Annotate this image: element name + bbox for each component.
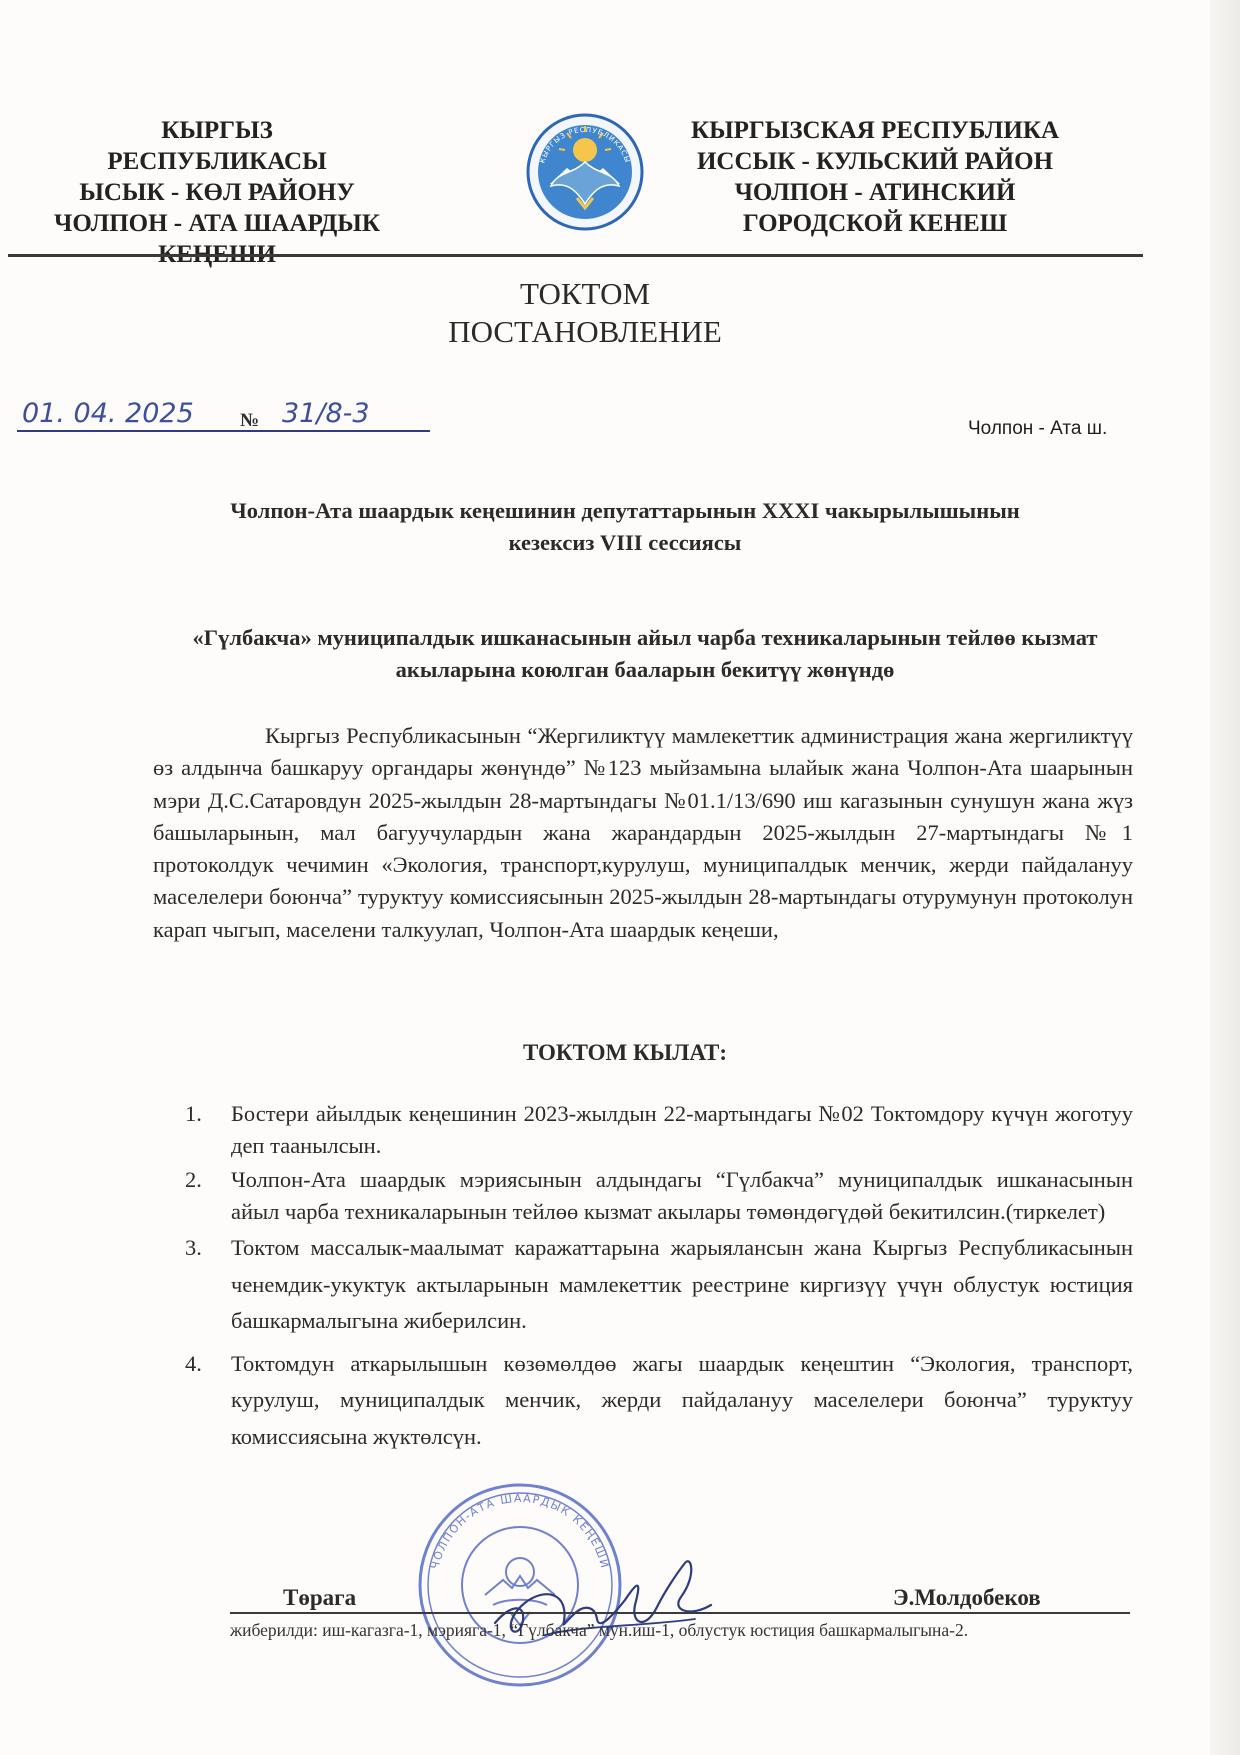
item-number: 2. bbox=[185, 1167, 202, 1192]
header-left-line-1: КЫРГЫЗ РЕСПУБЛИКАСЫ bbox=[107, 117, 327, 175]
item-text: Токтом массалык-маалымат каражаттарына жарыялансын жана Кыргыз Республикасынын ченемдик-укуктук актыларынын мамлекеттик реестрине киргизүү үчүн облустук юстиция башкармалыгына жиберилсин. bbox=[231, 1235, 1133, 1333]
header-russian-block bbox=[690, 115, 1060, 239]
item-number: 3. bbox=[185, 1235, 202, 1260]
header-kyrgyz-block bbox=[52, 115, 382, 270]
handwritten-date: 01. 04. 2025 bbox=[22, 398, 194, 429]
header-right-line-1: КЫРГЫЗСКАЯ РЕСПУБЛИКА bbox=[690, 117, 1060, 144]
list-item bbox=[185, 1230, 1133, 1340]
item-number: 4. bbox=[185, 1350, 202, 1376]
decree-subject: «Гүлбакча» муниципалдык ишканасынын айыл чарба техникаларынын тейлөө кызмат акыларына коюлган бааларын бекитүү жөнүндө bbox=[192, 625, 1098, 682]
header-divider bbox=[8, 254, 1143, 257]
list-item bbox=[185, 1098, 1133, 1161]
header-right-line-4: ГОРОДСКОЙ КЕНЕШ bbox=[742, 210, 1008, 237]
item-text: Токтомдун аткарылышын көзөмөлдөө жагы шаардык кеңештин “Экология, транспорт, курулуш, муниципалдык менчик, жерди пайдалануу маселелери боюнча” туруктуу комиссиясына жүктөлсүн. bbox=[231, 1350, 1133, 1449]
preamble-paragraph: Кыргыз Республикасынын “Жергиликтүү мамлекеттик администрация жана жергиликтүү өз алдынча башкаруу органдары жөнүндө” №123 мыйзамына ылайык жана Чолпон-Ата шаарынын мэри Д.С.Сатаровдун 2025-жылдын 28-мартындагы №01.1/13/690 иш кагазынын сунушун жана жүз башыларынын, мал багуучулардын жана жарандардын 2025-жылдын 27-мартындагы №1 протоколдук чечимин «Экология, транспорт,курулуш, муниципалдык менчик, жерди пайдалануу маселелери боюнча” туруктуу комиссиясынын 2025-жылдын 28-мартындагы отурумунун протоколун карап чыгып, маселени талкуулап, Чолпон-Ата шаардык кеңеши, bbox=[153, 723, 1133, 942]
item-number: 1. bbox=[185, 1101, 202, 1126]
number-sign: № bbox=[240, 410, 260, 431]
seal-text: ЧОЛПОН-АТА ШААРДЫК КЕҢЕШИ bbox=[428, 1491, 612, 1571]
list-item bbox=[185, 1164, 1133, 1227]
decree-items-list bbox=[185, 1098, 1133, 1455]
chairman-name: Э.Молдобеков bbox=[893, 1585, 1041, 1610]
document-type-title bbox=[340, 275, 830, 351]
state-emblem-icon bbox=[525, 112, 645, 232]
signature-line bbox=[230, 1612, 1130, 1614]
item-text: Бостери айылдык кеңешинин 2023-жылдын 22-мартындагы №02 Токтомдору күчүн жоготуу деп таанылсын. bbox=[231, 1101, 1133, 1158]
header-right-line-3: ЧОЛПОН - АТИНСКИЙ bbox=[734, 179, 1016, 206]
resolves-heading: ТОКТОМ КЫЛАТ: bbox=[523, 1040, 727, 1065]
date-underline bbox=[17, 430, 430, 432]
header-left-line-3: ЧОЛПОН - АТА ШААРДЫК bbox=[54, 210, 380, 237]
handwritten-number: 31/8-3 bbox=[282, 398, 370, 429]
distribution-note: жиберилди: иш-кагазга-1, мэрияга-1, “Гүлбакча” мун.иш-1, облустук юстиция башкармалыгына-2. bbox=[230, 1620, 969, 1640]
doc-type-russian: ПОСТАНОВЛЕНИЕ bbox=[448, 314, 722, 349]
list-item bbox=[185, 1346, 1133, 1456]
header-left-line-4: КЕҢЕШИ bbox=[158, 241, 276, 268]
doc-type-kyrgyz: ТОКТОМ bbox=[519, 276, 651, 311]
page-edge-shadow bbox=[1210, 0, 1240, 1755]
emblem-text: КЫРГЫЗ РЕСПУБЛИКАСЫ bbox=[538, 125, 632, 165]
item-text: Чолпон-Ата шаардык мэриясынын алдындагы “Гүлбакча” муниципалдык ишканасынын айыл чарба техникаларынын тейлөө кызмат акылары төмөндөгүдөй бекитилсин.(тиркелет) bbox=[231, 1167, 1133, 1224]
header-left-line-2: ЫСЫК - КӨЛ РАЙОНУ bbox=[79, 179, 355, 206]
session-title: Чолпон-Ата шаардык кеңешинин депутаттарынын XXXI чакырылышынын кезексиз VIII сессиясы bbox=[230, 498, 1020, 555]
header-right-line-2: ИССЫК - КУЛЬСКИЙ РАЙОН bbox=[696, 148, 1054, 175]
chairman-title: Төрага bbox=[283, 1585, 357, 1610]
city-name: Чолпон - Ата ш. bbox=[968, 418, 1108, 439]
